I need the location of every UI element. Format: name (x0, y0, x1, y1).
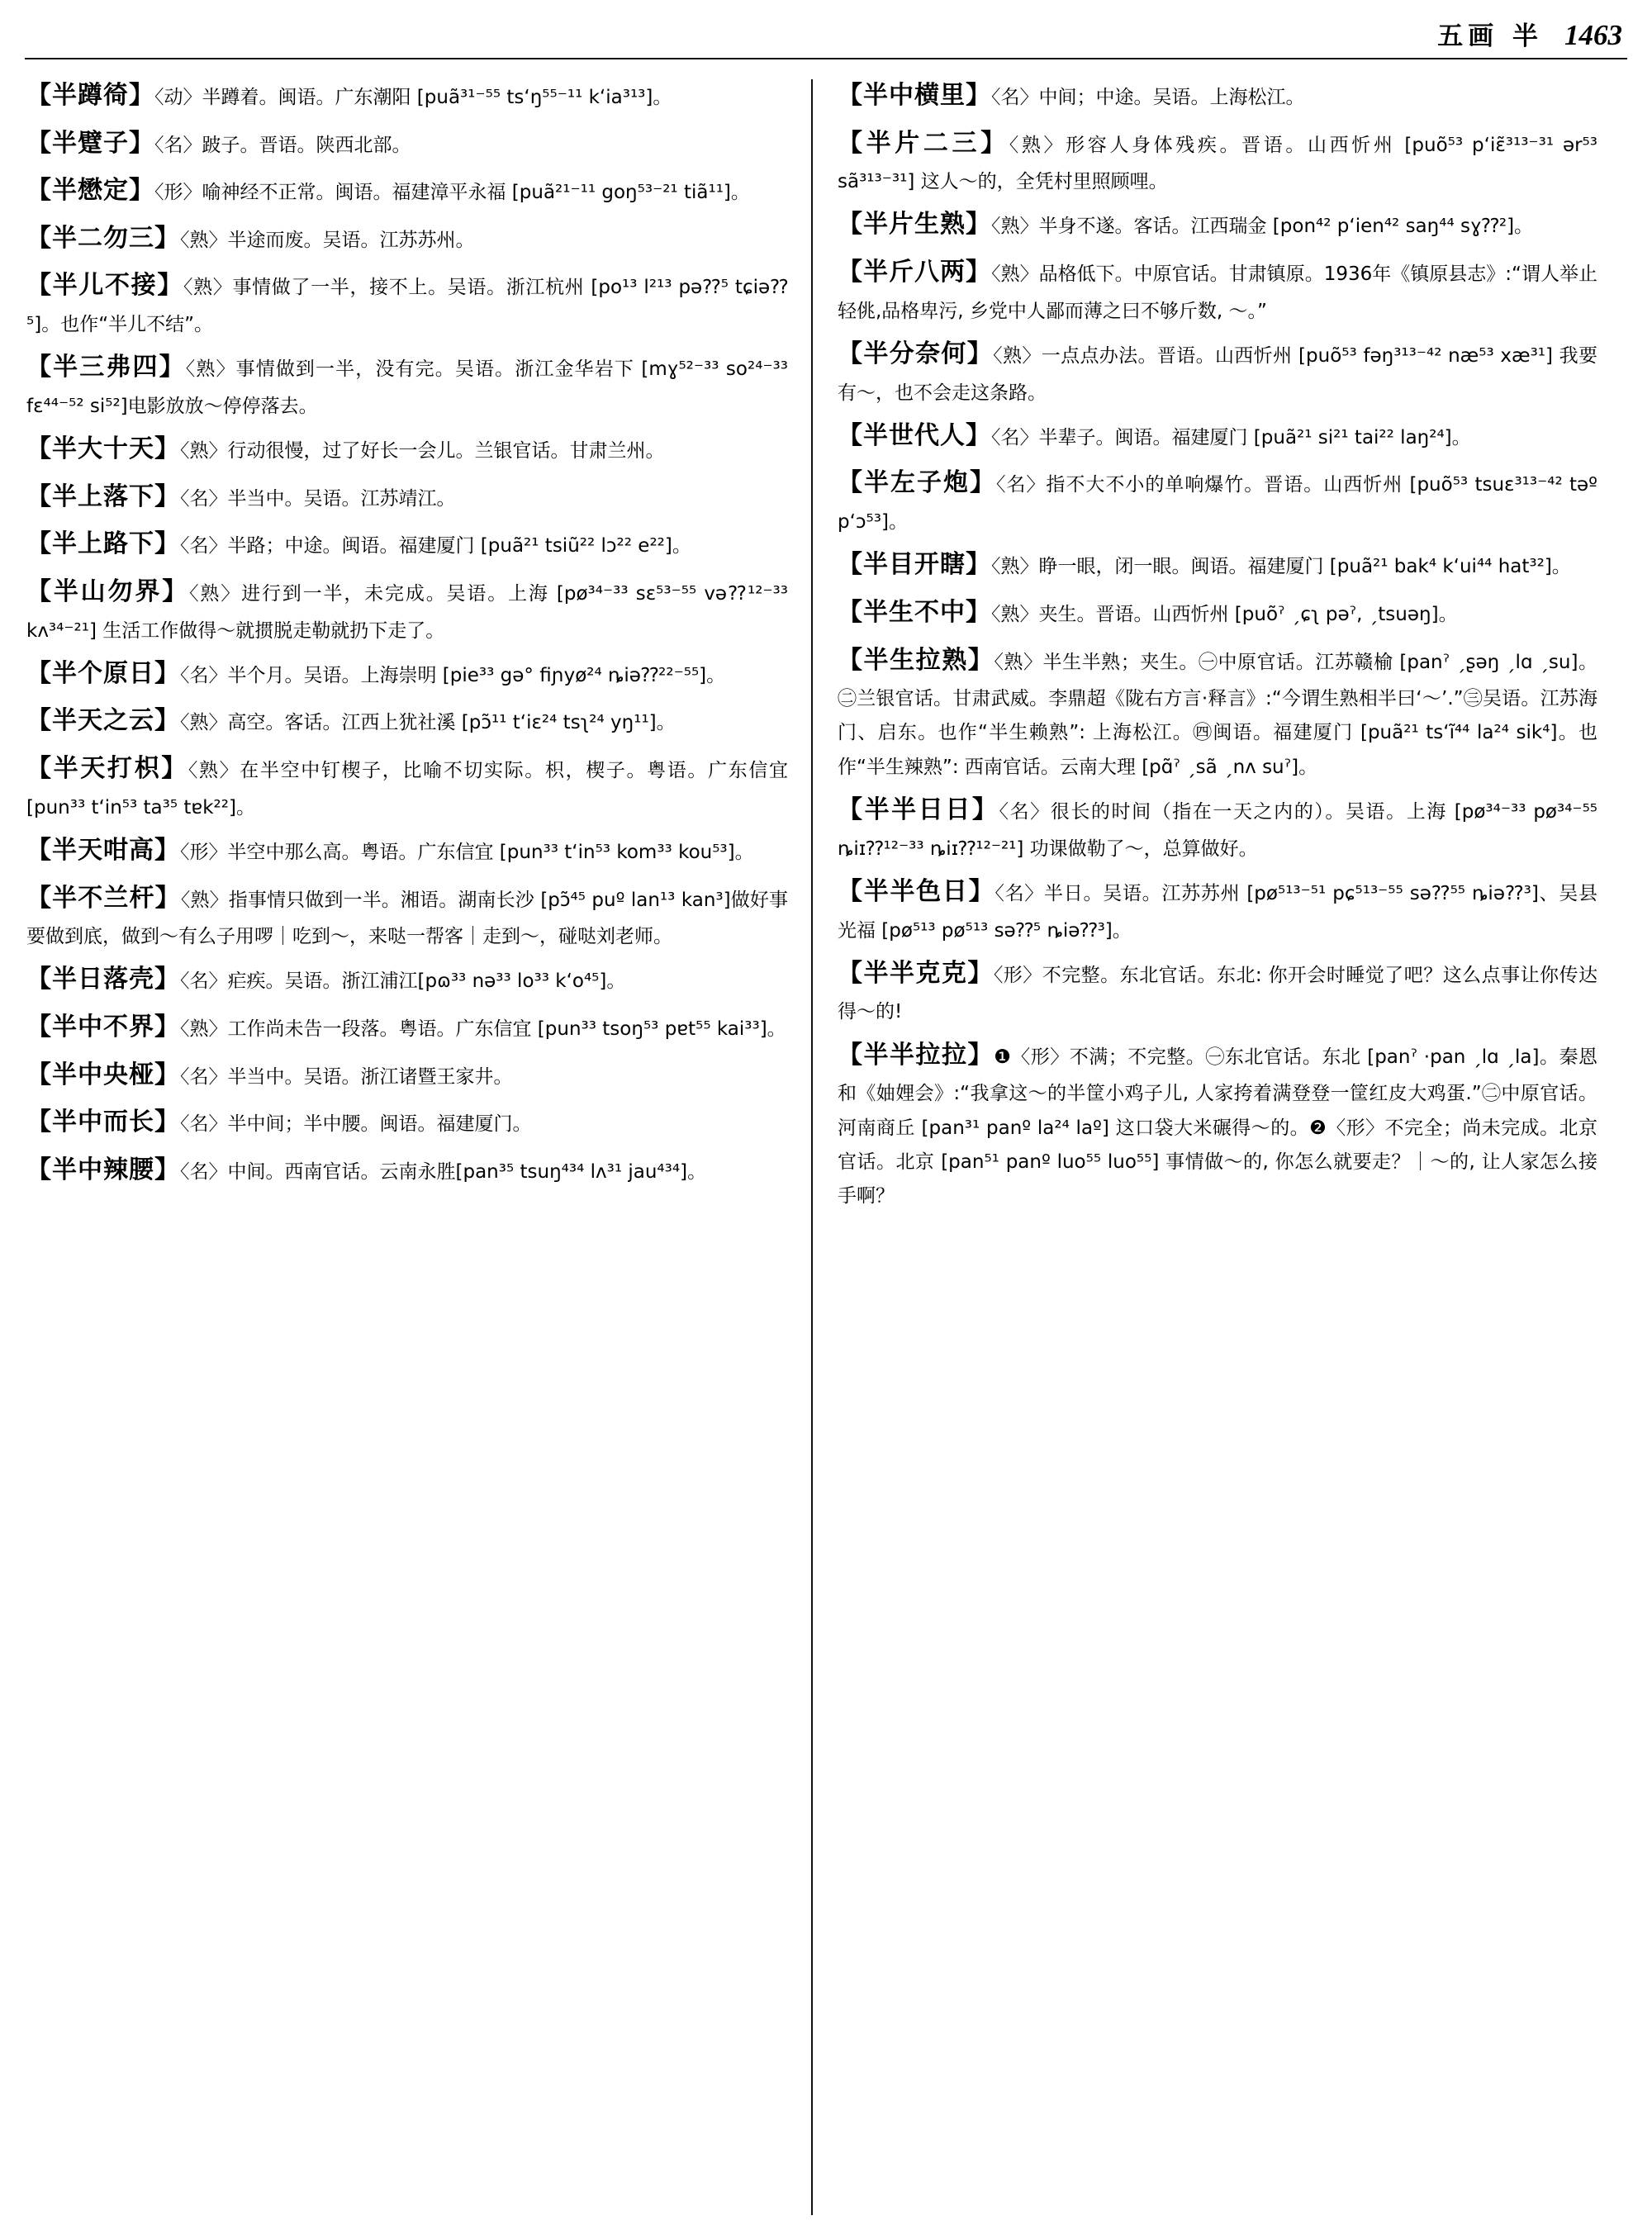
entry-headword: 【半三弗四】 (26, 353, 186, 382)
dictionary-entry (838, 545, 1597, 586)
entry-body: 〈熟〉夹生。晋语。山西忻州 [puõˀ ˏɕʅ pəˀ, ˏtsuəŋ]。 (991, 603, 1458, 625)
entry-headword: 【半半色日】 (838, 876, 995, 906)
dictionary-entry (838, 641, 1597, 783)
entry-body: 〈熟〉事情做到一半，没有完。吴语。浙江金华岩下 [mɣ⁵²⁻³³ so²⁴⁻³³ fɛ⁴⁴⁻⁵² si⁵²]电影放放〜停停落去。 (26, 358, 788, 417)
dictionary-entry (26, 171, 788, 211)
entry-body: 〈名〉很长的时间（指在一天之内的）。吴语。上海 [pø³⁴⁻³³ pø³⁴⁻⁵⁵ ȵiɪ⁇¹²⁻³³ ȵiɪ⁇¹²⁻²¹] 功课做勒了〜，总算做好。 (838, 801, 1598, 860)
entry-headword: 【半分奈何】 (838, 339, 994, 368)
entry-body: 〈熟〉工作尚未告一段落。粤语。广东信宜 [pun³³ tsoŋ⁵³ pɐt⁵⁵ kai³³]。 (180, 1018, 786, 1040)
page-number: 1463 (1564, 19, 1622, 51)
dictionary-entry (838, 954, 1597, 1028)
page-columns (26, 76, 1626, 2215)
dictionary-entry (26, 831, 788, 871)
dictionary-entry (26, 701, 788, 742)
dictionary-entry (838, 790, 1597, 865)
entry-body: 〈熟〉指事情只做到一半。湘语。湖南长沙 [pɔ̃⁴⁵ puº lan¹³ kan³]做好事要做到底，做到〜有么子用啰｜吃到〜，来哒一帮客｜走到〜，碰哒刘老师。 (26, 889, 789, 948)
entry-headword: 【半儿不接】 (26, 271, 183, 301)
dictionary-entry (26, 960, 788, 1000)
entry-headword: 【半不兰杆】 (26, 883, 181, 913)
entry-headword: 【半中而长】 (26, 1108, 180, 1137)
dictionary-entry (26, 1008, 788, 1048)
entry-body: 〈名〉半日。吴语。江苏苏州 [pø⁵¹³⁻⁵¹ pɕ⁵¹³⁻⁵⁵ sə⁇⁵⁵ ȵiə⁇³]、吴县光福 [pø⁵¹³ pø⁵¹³ sə⁇⁵ ȵiə⁇³]。 (838, 882, 1597, 942)
entry-body: 〈形〉喻神经不正常。闽语。福建漳平永福 [puã²¹⁻¹¹ goŋ⁵³⁻²¹ tiã¹¹]。 (154, 182, 750, 204)
entry-headword: 【半个原日】 (26, 658, 180, 688)
entry-headword: 【半山勿界】 (26, 576, 190, 606)
entry-body: 〈熟〉半途而废。吴语。江苏苏州。 (180, 229, 475, 251)
entry-headword: 【半左子炮】 (838, 468, 996, 498)
entry-body: 〈熟〉睁一眼，闭一眼。闽语。福建厦门 [puã²¹ bak⁴ kʻui⁴⁴ hat³²]。 (991, 556, 1571, 578)
entry-headword: 【半中央桠】 (26, 1060, 180, 1089)
entry-body: 〈名〉半路；中途。闽语。福建厦门 [puã²¹ tsiũ²² lɔ²² e²²]。 (180, 535, 691, 558)
right-column (813, 76, 1597, 2215)
dictionary-entry (838, 1036, 1597, 1212)
entry-headword: 【半躄子】 (26, 128, 154, 158)
entry-headword: 【半生拉熟】 (838, 645, 995, 675)
entry-headword: 【半上落下】 (26, 482, 180, 511)
entry-headword: 【半目开瞎】 (838, 550, 991, 580)
entry-headword: 【半世代人】 (838, 420, 991, 450)
dictionary-entry (838, 334, 1597, 409)
dictionary-entry (26, 124, 788, 164)
dictionary-entry (26, 76, 788, 116)
entry-body: 〈熟〉进行到一半，未完成。吴语。上海 [pø³⁴⁻³³ sɛ⁵³⁻⁵⁵ və⁇¹²⁻³³ kʌ³⁴⁻²¹] 生活工作做得〜就掼脱走勒就扔下走了。 (26, 582, 788, 642)
dictionary-entry (26, 429, 788, 470)
entry-body: 〈熟〉事情做了一半，接不上。吴语。浙江杭州 [po¹³ l²¹³ pə⁇⁵ tɕiə⁇⁵]。也作“半儿不结”。 (26, 277, 788, 335)
entry-body: 〈名〉指不大不小的单响爆竹。晋语。山西忻州 [puõ⁵³ tsuɛ³¹³⁻⁴² təº pʻɔ⁵³]。 (838, 474, 1598, 534)
entry-headword: 【半蹲徛】 (26, 81, 154, 110)
dictionary-entry (838, 76, 1597, 116)
entry-body: 〈熟〉形容人身体残疾。晋语。山西忻州 [puõ⁵³ pʻiɛ̃³¹³⁻³¹ ər⁵³ sã³¹³⁻³¹] 这人〜的，全凭村里照顾哩。 (838, 134, 1597, 193)
header-radical-label: 五画 半 (1437, 21, 1543, 51)
entry-body: 〈熟〉半生半熟；夹生。㊀中原官话。江苏赣榆 [panˀ ˏʂəŋ ˏlɑ ˏsu]。㊁兰银官话。甘肃武威。李鼎超《陇右方言·释言》:“今谓生熟相半曰‘〜’.”㊂吴语。江苏海门、启东。也作“半生赖熟”: 上海松江。㊃闽语。福建厦门 [puã²¹ tsʻĩ⁴⁴ la²⁴ sik⁴]。也作“半生辣熟”: 西南官话。云南大理 [pɑ̃ˀ ˏsã ˏnʌ suˀ]。 (838, 651, 1598, 778)
entry-headword: 【半中辣腰】 (26, 1155, 180, 1184)
entry-body: 〈名〉半当中。吴语。浙江诸暨王家井。 (180, 1065, 513, 1088)
entry-body: 〈名〉中间；中途。吴语。上海松江。 (991, 87, 1305, 108)
left-column (26, 76, 811, 2215)
entry-body: 〈形〉不完整。东北官话。东北: 你开会时睡觉了吧？这么点事让你传达得〜的! (838, 964, 1597, 1023)
entry-headword: 【半片二三】 (838, 128, 1009, 158)
dictionary-entry (26, 1056, 788, 1096)
entry-headword: 【半上路下】 (26, 529, 180, 559)
entry-headword: 【半天咁高】 (26, 835, 180, 865)
dictionary-entry (26, 572, 788, 647)
dictionary-entry (26, 1103, 788, 1143)
entry-headword: 【半半拉拉】 (838, 1040, 995, 1070)
entry-body: 〈名〉半辈子。闽语。福建厦门 [puã²¹ si²¹ tai²² laŋ²⁴]。 (991, 426, 1471, 448)
entry-headword: 【半半日日】 (838, 795, 999, 825)
entry-body: 〈形〉半空中那么高。粤语。广东信宜 [pun³³ tʻin⁵³ kom³³ kou⁵³]。 (180, 841, 754, 863)
entry-body: 〈熟〉一点点办法。晋语。山西忻州 [puõ⁵³ fəŋ³¹³⁻⁴² næ⁵³ xæ³¹] 我要有〜，也不会走这条路。 (838, 344, 1598, 404)
dictionary-entry (26, 654, 788, 695)
dictionary-entry (838, 872, 1597, 947)
entry-headword: 【半天之云】 (26, 706, 180, 736)
dictionary-entry (26, 1151, 788, 1191)
dictionary-entry (26, 749, 788, 823)
entry-body: 〈名〉半当中。吴语。江苏靖江。 (180, 487, 456, 510)
entry-headword: 【半日落壳】 (26, 965, 180, 994)
entry-body: ❶〈形〉不满；不完整。㊀东北官话。东北 [panˀ ·pan ˏlɑ ˏla]。秦恩和《妯娌会》:“我拿这〜的半筐小鸡子儿, 人家挎着满登登一筐红皮大鸡蛋.”㊁中原官话。河南商丘 [pan³¹ panº la²⁴ laº] 这口袋大米碾得〜的。❷〈形〉不完全；尚未完成。北京官话。北京 [pan⁵¹ panº luo⁵⁵ luo⁵⁵] 事情做〜的, 你怎么就要走？｜〜的, 让人家怎么接手啊？ (838, 1046, 1598, 1208)
entry-body: 〈熟〉半身不遂。客话。江西瑞金 [pon⁴² pʻien⁴² saŋ⁴⁴ sɣ⁇²]。 (991, 216, 1534, 238)
dictionary-entry (26, 266, 788, 340)
dictionary-entry (26, 219, 788, 259)
dictionary-entry (26, 524, 788, 565)
dictionary-entry (838, 205, 1597, 245)
entry-body: 〈名〉中间。西南官话。云南永胜[pan³⁵ tsuŋ⁴³⁴ lʌ³¹ jau⁴³⁴]。 (180, 1160, 707, 1183)
entry-headword: 【半大十天】 (26, 434, 180, 464)
dictionary-entry (26, 879, 788, 953)
entry-headword: 【半片生熟】 (838, 210, 991, 240)
entry-body: 〈名〉半中间；半中腰。闽语。福建厦门。 (180, 1113, 532, 1136)
dictionary-entry (838, 416, 1597, 457)
entry-body: 〈动〉半蹲着。闽语。广东潮阳 [puã³¹⁻⁵⁵ tsʻŋ⁵⁵⁻¹¹ kʻia³¹³]。 (154, 87, 672, 108)
dictionary-entry (838, 253, 1597, 327)
entry-body: 〈熟〉行动很慢，过了好长一会儿。兰银官话。甘肃兰州。 (180, 440, 665, 463)
entry-body: 〈名〉跛子。晋语。陕西北部。 (154, 134, 411, 156)
dictionary-entry (26, 348, 788, 422)
entry-body: 〈熟〉在半空中钉楔子，比喻不切实际。枳，楔子。粤语。广东信宜[pun³³ tʻin⁵³ ta³⁵ tɐk²²]。 (26, 760, 789, 818)
entry-body: 〈名〉半个月。吴语。上海崇明 [pie³³ gə° fiɲyø²⁴ ȵiə⁇²²⁻⁵⁵]。 (180, 664, 726, 686)
entry-headword: 【半懋定】 (26, 176, 154, 206)
entry-headword: 【半二勿三】 (26, 223, 180, 253)
entry-body: 〈名〉疟疾。吴语。浙江浦江[pɷ³³ nə³³ lo³³ kʻo⁴⁵]。 (180, 970, 626, 993)
dictionary-entry (838, 593, 1597, 633)
entry-headword: 【半生不中】 (838, 597, 991, 627)
entry-headword: 【半斤八两】 (838, 258, 992, 287)
page-header (1437, 15, 1622, 52)
dictionary-entry (26, 477, 788, 518)
entry-headword: 【半中不界】 (26, 1012, 180, 1041)
entry-headword: 【半中横里】 (838, 81, 991, 110)
entry-body: 〈熟〉高空。客话。江西上犹社溪 [pɔ̃¹¹ tʻiɛ²⁴ tsʅ²⁴ yŋ¹¹]。 (180, 712, 676, 734)
dictionary-entry (838, 124, 1597, 198)
dictionary-entry (838, 463, 1597, 538)
entry-headword: 【半天打枳】 (26, 754, 188, 784)
entry-body: 〈熟〉品格低下。中原官话。甘肃镇原。1936年《镇原县志》:“谓人举止轻佻,品格卑污, 乡党中人鄙而薄之曰不够斤数, 〜。” (838, 263, 1598, 322)
header-divider (25, 58, 1627, 59)
entry-headword: 【半半克克】 (838, 958, 994, 988)
